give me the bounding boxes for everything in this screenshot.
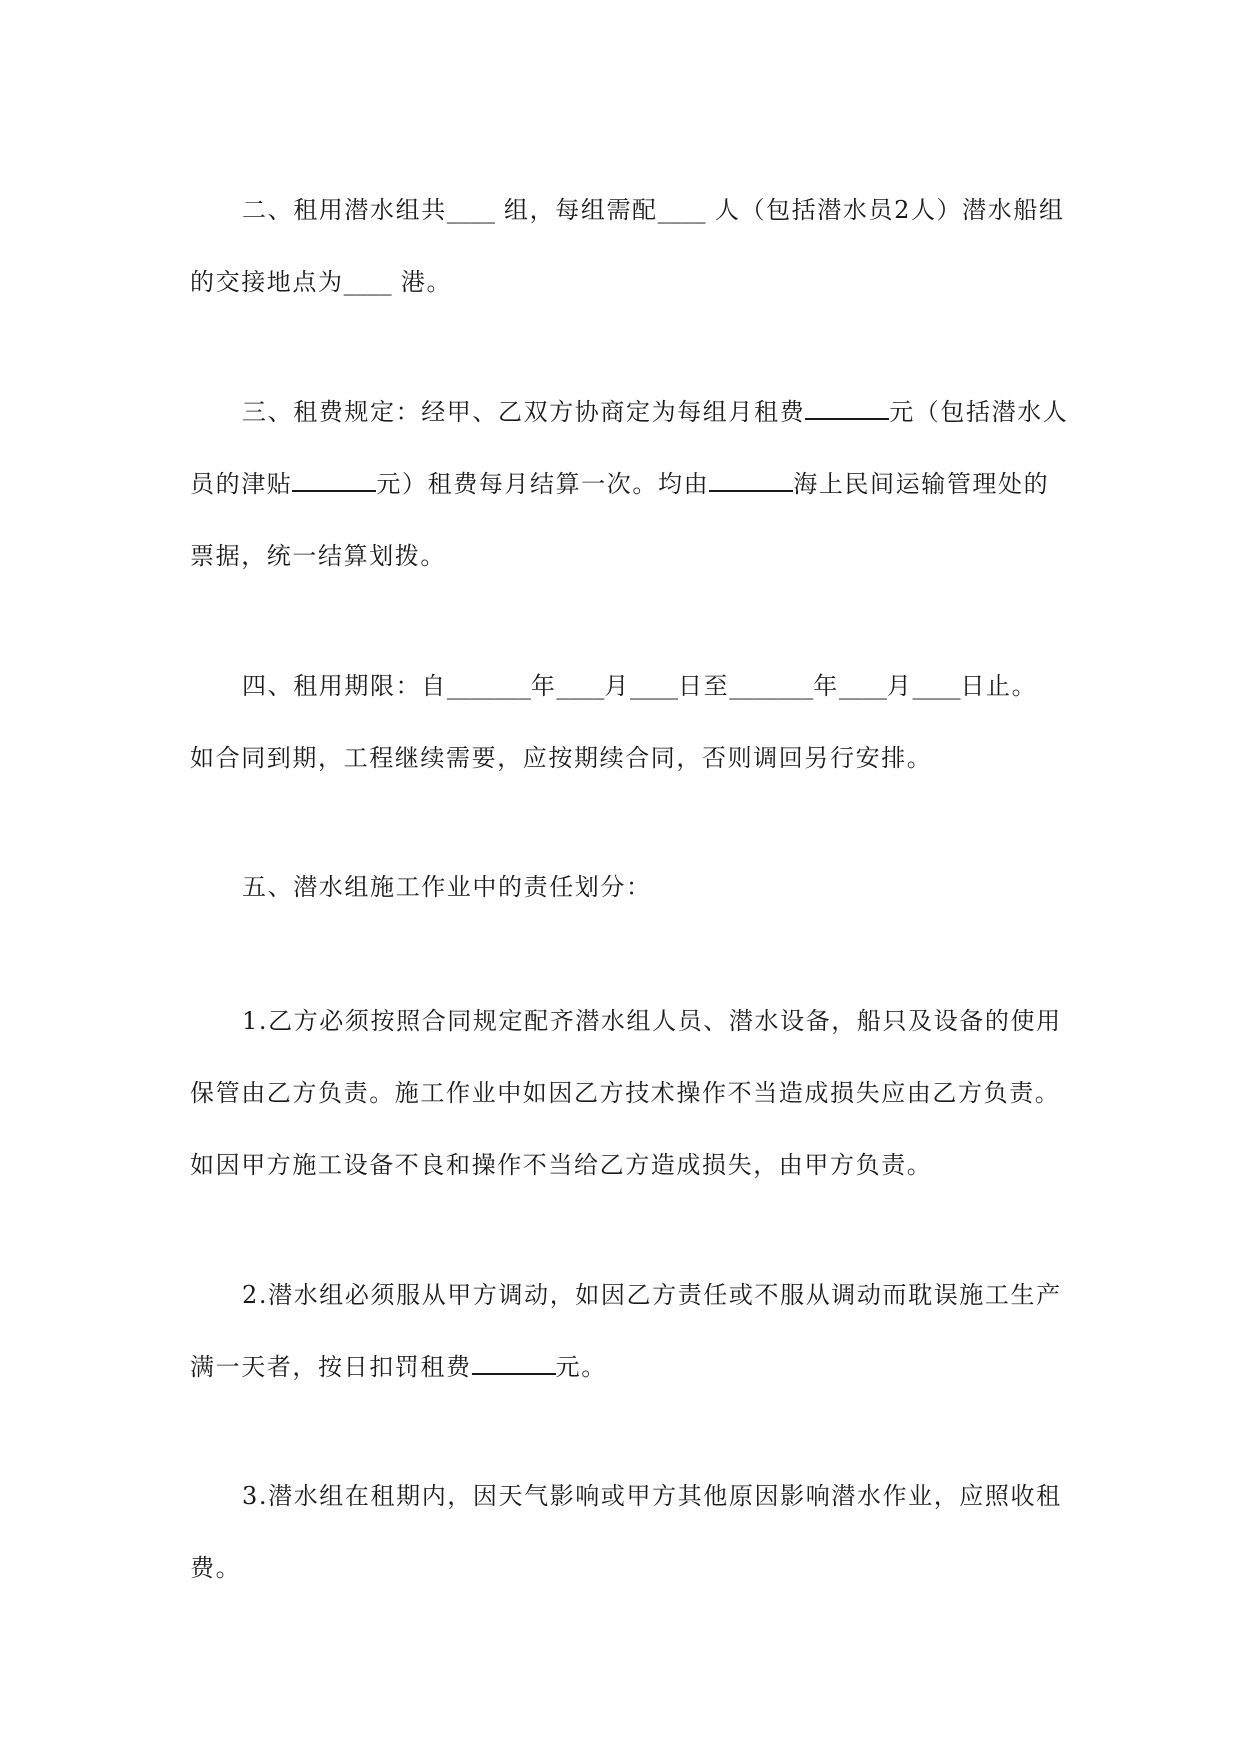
clause-four-line-2: 如合同到期，工程继续需要，应按期续合同，否则调回另行安排。: [190, 744, 933, 772]
item-two-text: 满一天者，按日扣罚租费: [190, 1353, 472, 1381]
clause-five: [190, 851, 1050, 923]
clause-two: [190, 174, 1065, 318]
item-two-line-2: [190, 1331, 1050, 1403]
clause-two-line-1: [190, 174, 1065, 246]
clause-three-line-1: [190, 376, 1069, 448]
clause-four-text: 月: [886, 672, 913, 700]
clause-two-text: 组，每组需配: [494, 196, 658, 224]
item-one-text: 1.乙方必须按照合同规定配齐潜水组人员、潜水设备，船只及设备的使用: [242, 1007, 1062, 1035]
allowance-blank: [292, 468, 376, 492]
item-two-text: 2.潜水组必须服从甲方调动，如因乙方责任或不服从调动而耽误施工生产: [242, 1281, 1062, 1309]
item-one-line-2: 保管由乙方负责。施工作业中如因乙方技术操作不当造成损失应由乙方负责。: [190, 1079, 1061, 1107]
clause-four-text: 年: [530, 672, 557, 700]
clause-three-text: 元）租费每月结算一次。均由: [376, 470, 710, 498]
clause-five-text: 五、潜水组施工作业中的责任划分：: [242, 873, 652, 901]
start-day-blank: ____: [630, 672, 679, 700]
clause-four-text: 四、租用期限：自: [242, 672, 447, 700]
start-month-blank: ____: [556, 672, 605, 700]
clause-two-line-2: [190, 246, 1050, 318]
clause-four-text: 日止。: [960, 672, 1038, 700]
clause-two-text: 二、租用潜水组共: [242, 196, 447, 224]
clause-five-heading: [190, 851, 1050, 923]
clause-four-text: 日至: [678, 672, 730, 700]
clause-two-text: 港。: [391, 268, 453, 296]
end-month-blank: ____: [838, 672, 887, 700]
end-year-blank: _______: [729, 672, 814, 700]
item-three-line-1: [190, 1460, 1062, 1532]
clause-two-text: 的交接地点为: [190, 268, 344, 296]
item-two-text: 元。: [555, 1353, 607, 1381]
clause-four-text: 年: [813, 672, 839, 700]
clause-three-text: 三、租费规定：经甲、乙双方协商定为每组月租费: [242, 398, 806, 426]
item-one-line-3: 如因甲方施工设备不良和操作不当给乙方造成损失，由甲方负责。: [190, 1151, 933, 1179]
end-day-blank: ____: [912, 672, 961, 700]
clause-three-line-3: 票据，统一结算划拨。: [190, 542, 446, 570]
item-one-line-1: [190, 985, 1062, 1057]
item-three-text: 3.潜水组在租期内，因天气影响或甲方其他原因影响潜水作业，应照收租: [242, 1482, 1062, 1510]
port-blank: ____: [343, 268, 392, 296]
clause-three-line-2: [190, 448, 1050, 520]
office-blank: [709, 468, 793, 492]
item-one: [190, 985, 1062, 1201]
clause-four-text: 月: [604, 672, 631, 700]
clause-four: [190, 650, 1050, 794]
clause-three: [190, 376, 1069, 592]
penalty-blank: [472, 1351, 556, 1375]
monthly-rent-blank: [805, 396, 889, 420]
clause-three-text: 元（包括潜水人: [889, 398, 1069, 426]
clause-three-text: 海上民间运输管理处的: [793, 470, 1050, 498]
start-year-blank: _______: [446, 672, 531, 700]
clause-two-text: 人（包括潜水员2人）潜水船组: [705, 196, 1065, 224]
group-count-blank: ____: [446, 196, 495, 224]
item-two: [190, 1259, 1062, 1403]
people-count-blank: ____: [657, 196, 706, 224]
item-two-line-1: [190, 1259, 1062, 1331]
item-three-line-2: 费。: [190, 1554, 242, 1582]
clause-four-line-1: [190, 650, 1050, 722]
item-three: [190, 1460, 1062, 1604]
clause-three-text: 员的津贴: [190, 470, 293, 498]
